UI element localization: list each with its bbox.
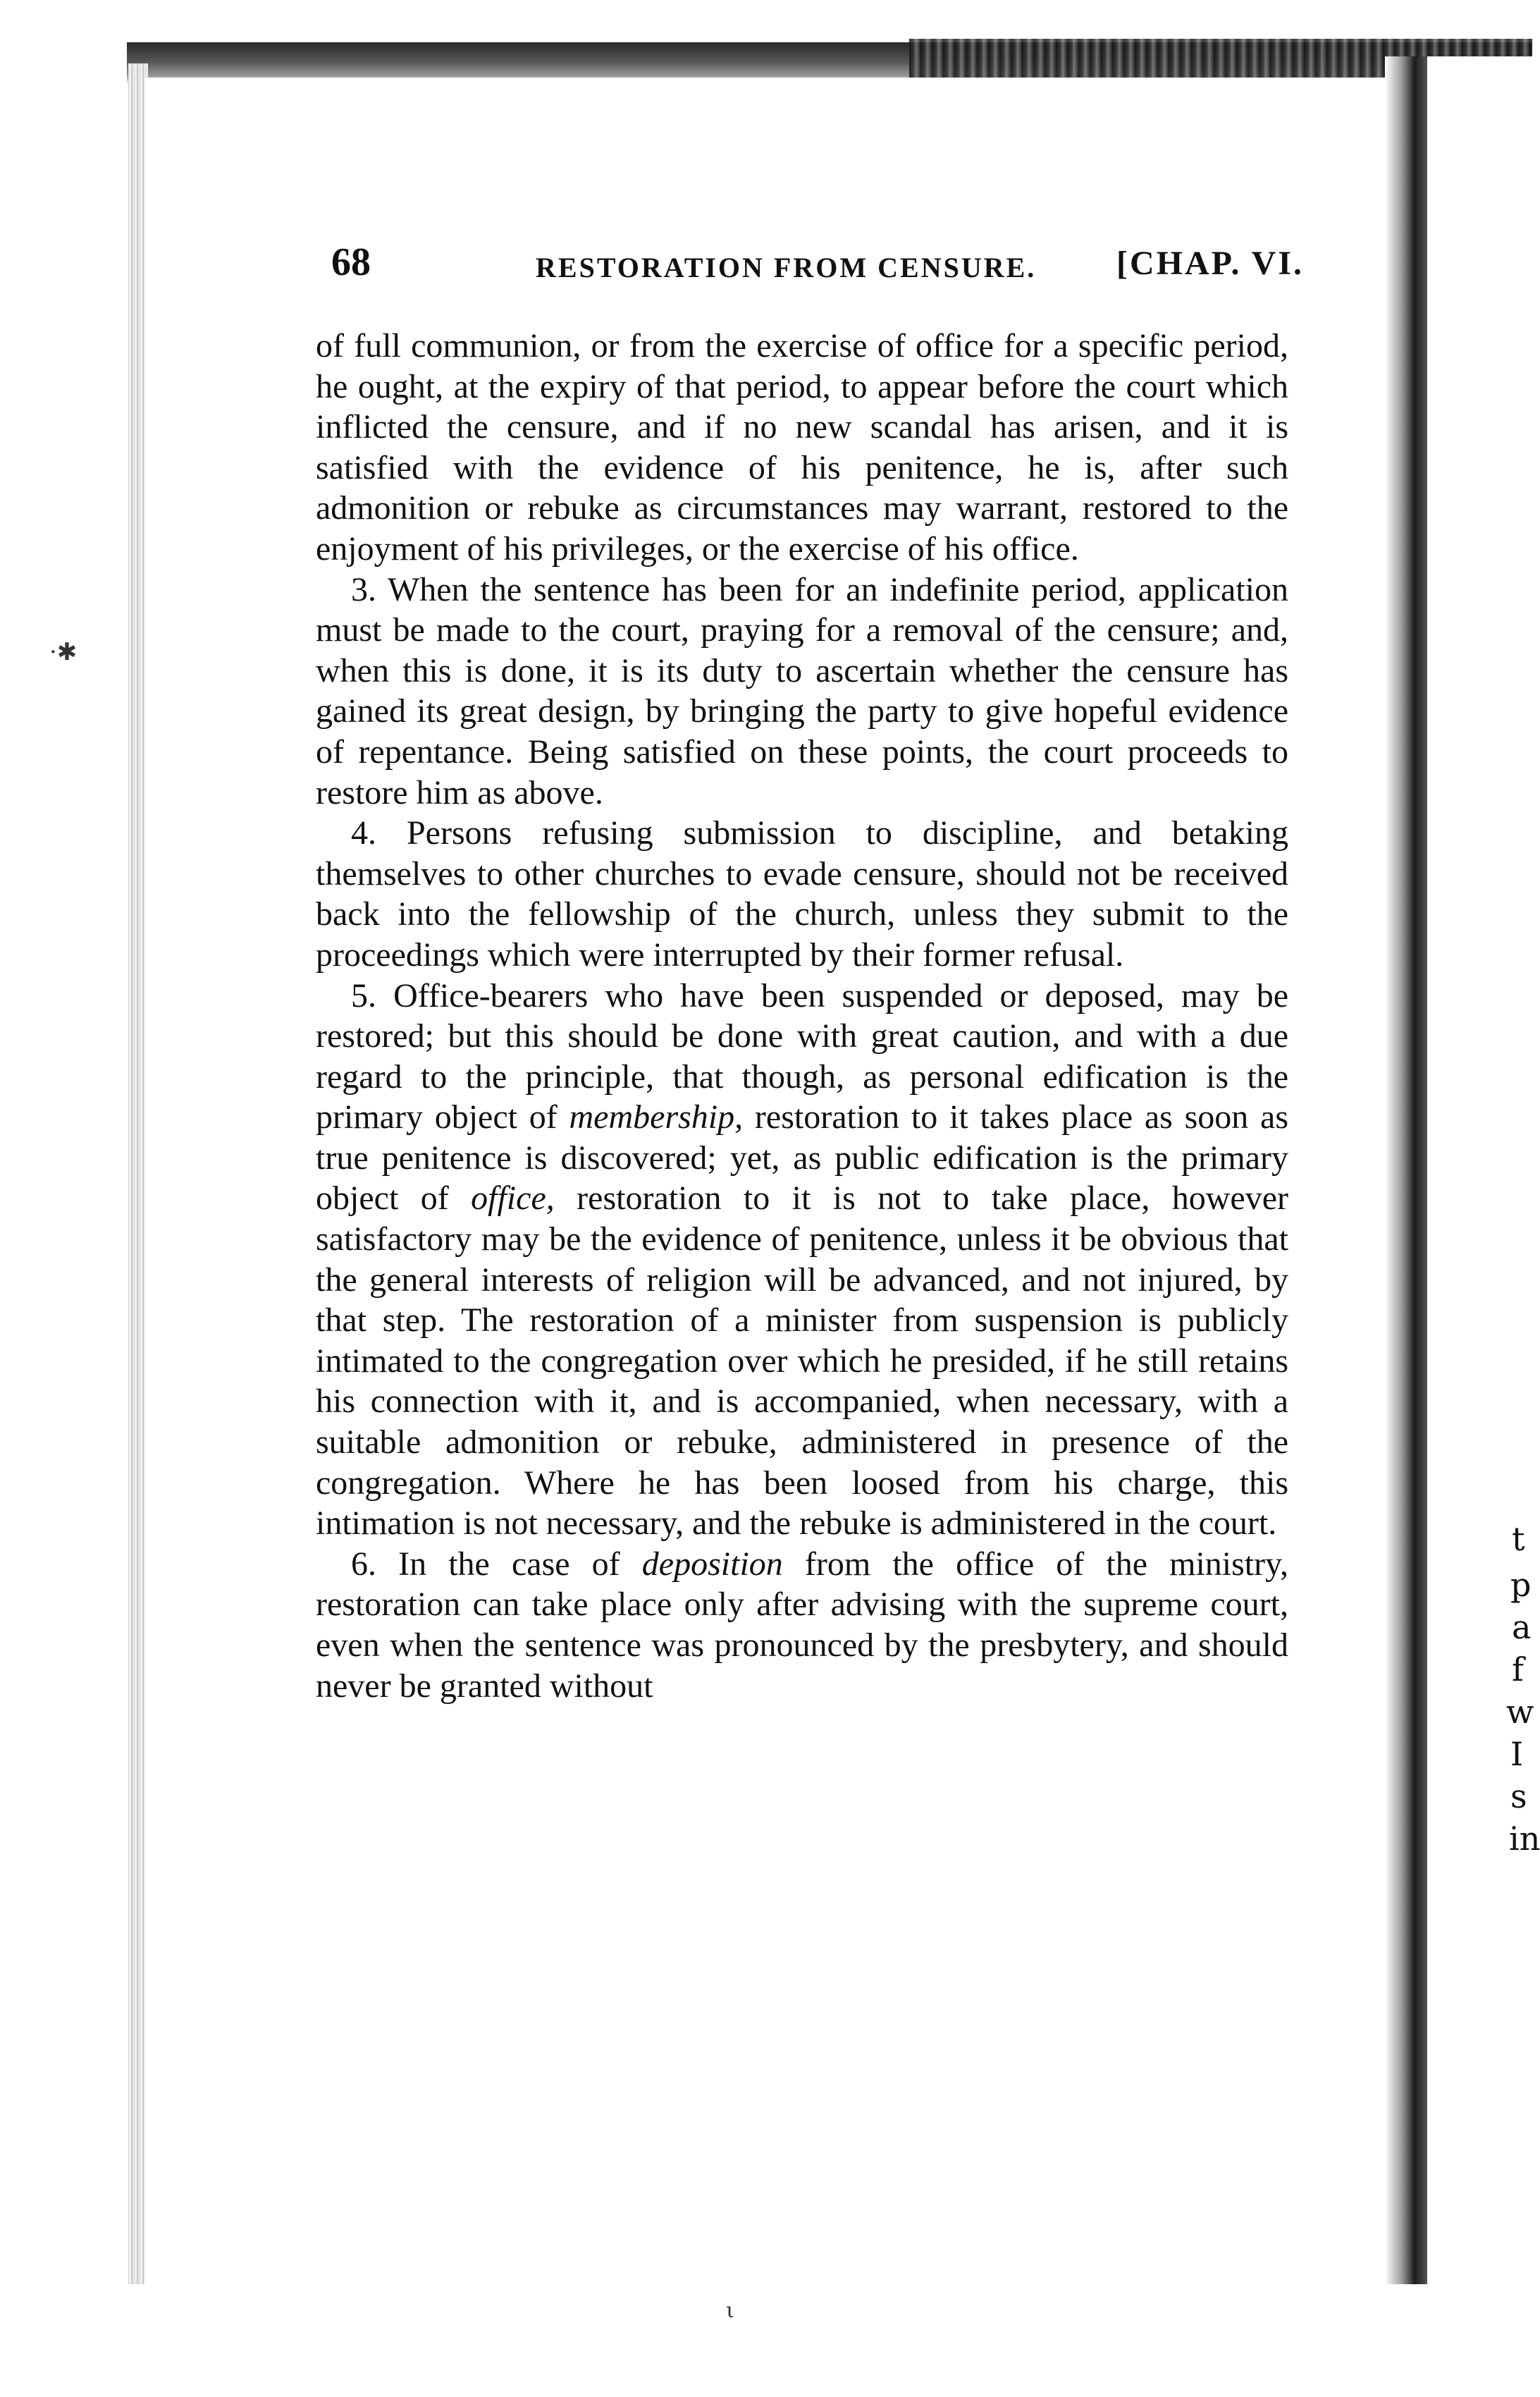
- stray-ink-mark: ·✱: [49, 638, 78, 666]
- paragraph-5-text: 5. Office-bearers who have been suspended or deposed, may be restored; but this should be done with great caution, and with a due regard to the principle, that though, as personal edification is the primary object of: [316, 976, 1288, 1136]
- paragraph-5-text: restoration to it takes place as soon as true penitence is discovered; yet, as public edification is the primary object of: [316, 1098, 1289, 1218]
- stray-ink-mark: ι: [726, 2298, 734, 2323]
- paragraph-3: 3. When the sentence has been for an indefinite period, application must be made to the court, praying for a removal of the censure; and, when this is done, it is its duty to ascertain whether the censure has gained its great design, by bringing the party to give hopeful evidence of repentance. Being satisfied on these points, the court proceeds to restore him as above.: [316, 570, 1288, 811]
- running-title: RESTORATION FROM CENSURE.: [536, 252, 1037, 283]
- facing-page-fragment: a: [1512, 1608, 1532, 1646]
- facing-page-fragment: t: [1512, 1520, 1525, 1558]
- running-header: [331, 240, 1304, 296]
- facing-page: [1427, 56, 1540, 2312]
- italic-term: deposition: [641, 1545, 783, 1583]
- facing-page-fragment: p: [1510, 1566, 1532, 1604]
- facing-page-fragment: w: [1506, 1693, 1534, 1731]
- facing-page-fragment: I: [1510, 1735, 1524, 1773]
- paragraph-5: [316, 976, 1288, 1544]
- paragraph-6-text: 6. In the case of: [351, 1545, 642, 1583]
- page-number: 68: [331, 240, 371, 284]
- paragraph-6: [316, 1544, 1288, 1706]
- facing-page-fragment: in: [1509, 1820, 1540, 1858]
- italic-term: membership,: [569, 1098, 744, 1136]
- page-body: [316, 326, 1288, 1706]
- paragraph-6-text: from the office of the ministry, restoration can take place only after advising with the supreme court, even when the sentence was pronounced by the presbytery, and should never be granted without: [316, 1545, 1289, 1705]
- scan-bottom-margin: [63, 2284, 1532, 2397]
- chapter-label: [CHAP. VI.: [1116, 245, 1304, 282]
- paragraph-5-text: restoration to it is not to take place, however satisfactory may be the evidence of penitence, unless it be obvious that the general interests of religion will be advanced, and not injured, by that step. The restoration of a minister from suspension is publicly intimated to the congregation over which he presided, if he still retains his connection with it, and is accompanied, when necessary, with a suitable admonition or rebuke, administered in presence of the congregation. Where he has been loosed from his charge, this intimation is not necessary, and the rebuke is administered in the court.: [316, 1179, 1288, 1543]
- paragraph-4: 4. Persons refusing submission to discipline, and betaking themselves to other churches to evade censure, should not be received back into the fellowship of the church, unless they submit to the proceedings which were interrupted by their former refusal.: [316, 814, 1288, 974]
- italic-term: office,: [471, 1179, 555, 1218]
- facing-page-fragment: s: [1510, 1777, 1527, 1815]
- paragraph-continued: of full communion, or from the exercise of office for a specific period, he ought, at the expiry of that period, to appear before the court which inflicted the censure, and if no new scandal has arisen, and it is satisfied with the evidence of his penitence, he is, after such admonition or rebuke as circumstances may warrant, restored to the enjoyment of his privileges, or the exercise of his office.: [316, 327, 1288, 568]
- facing-page-fragment: f: [1512, 1650, 1524, 1688]
- book-gutter: [1385, 56, 1427, 2312]
